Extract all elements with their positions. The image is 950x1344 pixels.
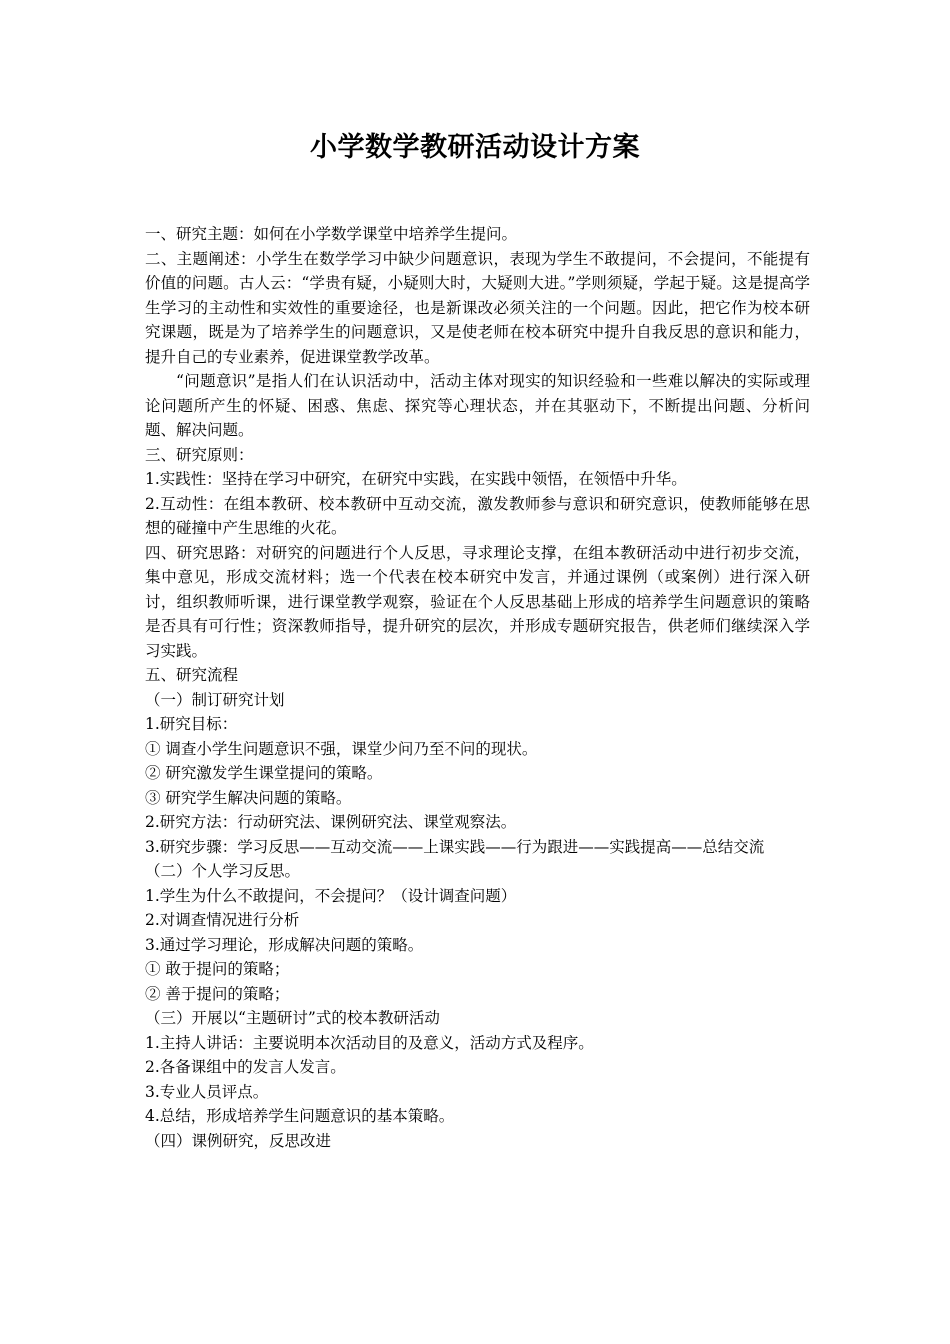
list-item: 3.专业人员评点。	[145, 1082, 269, 1101]
list-item: 2.对调查情况进行分析	[145, 911, 300, 929]
document-title: 小学数学教研活动设计方案	[310, 132, 640, 163]
subheading-reflection: （二）个人学习反思。	[145, 862, 301, 880]
subheading-plan: （一）制订研究计划	[145, 690, 285, 709]
list-item: 2.研究方法：行动研究法、课例研究法、课堂观察法。	[145, 813, 517, 831]
paragraph-problem-awareness: “问题意识”是指人们在认识活动中，活动主体对现实的知识经验和一些难以解决的实际或理论问题所产生的怀疑、困惑、焦虑、探究等心理状态，并在其驱动下，不断提出问题、分析问题、解决问题。	[145, 372, 810, 439]
subheading-school-research: （三）开展以“主题研讨”式的校本教研活动	[145, 1009, 440, 1027]
paragraph-principle-practice: 1.实践性：坚持在学习中研究，在研究中实践，在实践中领悟，在领悟中升华。	[145, 470, 687, 488]
subheading-case-study: （四）课例研究，反思改进	[145, 1131, 332, 1150]
list-item: ① 调查小学生问题意识不强，课堂少问乃至不问的现状。	[145, 739, 538, 758]
list-item: ② 研究激发学生课堂提问的策略。	[145, 764, 383, 782]
paragraph-research-topic: 一、研究主题：如何在小学数学课堂中培养学生提问。	[145, 225, 518, 243]
list-item: 1.主持人讲话：主要说明本次活动目的及意义，活动方式及程序。	[145, 1033, 594, 1052]
document-body	[145, 222, 810, 1153]
heading-research-process: 五、研究流程	[145, 666, 239, 684]
paragraph-research-approach: 四、研究思路：对研究的问题进行个人反思，寻求理论支撑，在组本教研活动中进行初步交流，集中意见，形成交流材料；选一个代表在校本研究中发言，并通过课例（或案例）进行深入研讨，组织教师听课，进行课堂教学观察，验证在个人反思基础上形成的培养学生问题意识的策略是否具有可行性；资深教师指导，提升研究的层次，并形成专题研究报告，供老师们继续深入学习实践。	[145, 543, 810, 660]
list-item: 4.总结，形成培养学生问题意识的基本策略。	[145, 1107, 455, 1125]
paragraph-principle-interaction: 2.互动性：在组本教研、校本教研中互动交流，激发教师参与意识和研究意识，使教师能够在思想的碰撞中产生思维的火花。	[145, 494, 810, 537]
list-item: ① 敢于提问的策略；	[145, 960, 290, 978]
list-item: ③ 研究学生解决问题的策略。	[145, 788, 352, 807]
list-item: ② 善于提问的策略；	[145, 984, 290, 1003]
list-item: 2.各备课组中的发言人发言。	[145, 1058, 346, 1076]
list-item: 1.学生为什么不敢提问，不会提问？（设计调查问题）	[145, 886, 517, 905]
list-item: 1.研究目标：	[145, 715, 238, 733]
heading-research-principles: 三、研究原则：	[145, 445, 254, 464]
list-item: 3.通过学习理论，形成解决问题的策略。	[145, 935, 424, 954]
list-item: 3.研究步骤：学习反思——互动交流——上课实践——行为跟进——实践提高——总结交流	[145, 837, 765, 856]
paragraph-topic-explanation: 二、主题阐述：小学生在数学学习中缺少问题意识，表现为学生不敢提问，不会提问，不能提有价值的问题。古人云：“学贵有疑，小疑则大时，大疑则大进。”学则须疑，学起于疑。这是提高学生学习的主动性和实效性的重要途径，也是新课改必须关注的一个问题。因此，把它作为校本研究课题，既是为了培养学生的问题意识，又是使老师在校本研究中提升自我反思的意识和能力，提升自己的专业素养，促进课堂教学改革。	[145, 249, 810, 366]
